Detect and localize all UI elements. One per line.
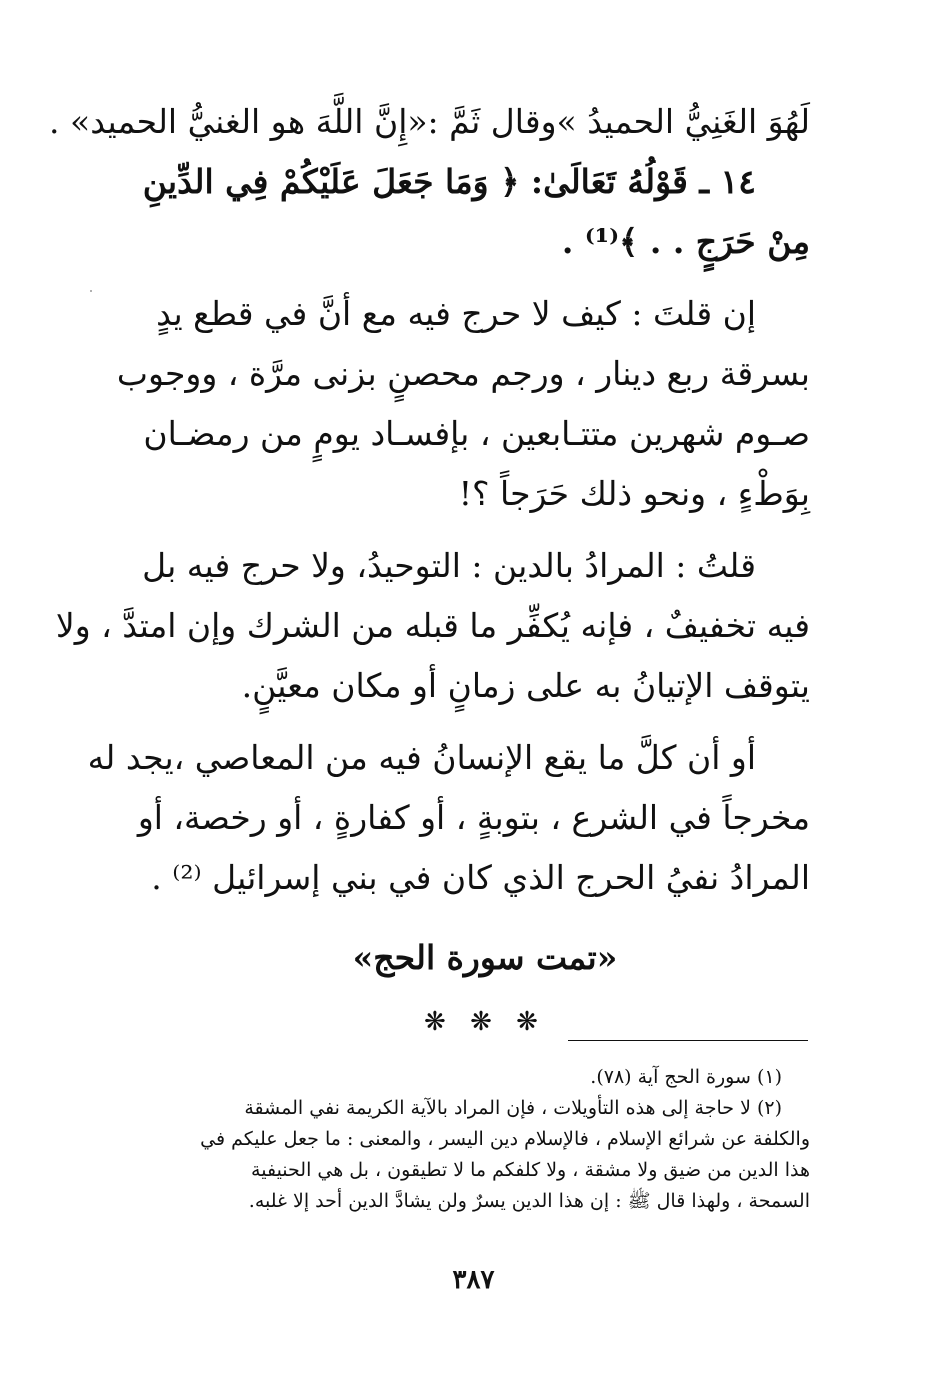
question-line-1: إن قلتَ : كيف لا حرج فيه مع أنَّ في قطع يدٍ [156, 294, 756, 333]
footnote-2-line-2: والكلفة عن شرائع الإسلام ، فالإسلام دين اليسر ، والمعنى : ما جعل عليكم في [200, 1128, 810, 1150]
alternative-line-1: أو أن كلَّ ما يقع الإنسانُ فيه من المعاصي ،يجد له [87, 738, 756, 777]
answer-line-2: فيه تخفيفٌ ، فإنه يُكفِّر ما قبله من الشرك وإن امتدَّ ، ولا [55, 606, 810, 645]
footnote-1: (١) سورة الحج آية (٧٨). [590, 1066, 782, 1088]
answer-line-1: قلتُ : المرادُ بالدين : التوحيدُ، ولا حرج فيه بل [142, 546, 756, 585]
paragraph-gap [160, 716, 810, 728]
answer-line-3: يتوقف الإتيانُ به على زمانٍ أو مكان معيَّنٍ. [241, 666, 810, 705]
paragraph-gap [160, 524, 810, 536]
question-line-2: بسرقة ربع دينار ، ورجم محصنٍ بزنى مرَّة ، ووجوب [116, 354, 810, 393]
question-line-4: بِوَطْءٍ ، ونحو ذلك حَرَجاً ؟! [458, 474, 810, 513]
intro-line: لَهُوَ الغَنِيُّ الحميدُ »وقال ثَمَّ :«إِنَّ اللَّهَ هو الغنيُّ الحميد» . [49, 102, 810, 141]
stars-divider: ❋ ❋ ❋ [424, 1007, 546, 1037]
main-text [49, 92, 810, 1042]
closing-heading: «تمت سورة الحج» [352, 938, 618, 977]
footnote-2-line-3: هذا الدين من ضيق ولا مشقة ، ولا كلفكم ما لا تطيقون ، بل هي الحنيفية [251, 1159, 810, 1181]
footnote-2-line-4: السمحة ، ولهذا قال ﷺ : إن هذا الدين يسرٌ ولن يشادَّ الدين أحد إلا غلبه. [248, 1190, 810, 1212]
question-line-3: صـوم شهرين متتـابعين ، بإفسـاد يومٍ من رمضـان [143, 414, 810, 453]
footnote-2-line-1: (٢) لا حاجة إلى هذه التأويلات ، فإن المراد بالآية الكريمة نفي المشقة [244, 1097, 782, 1119]
verse-heading-line-1: ١٤ ـ قَوْلُهُ تَعَالَىٰ: ﴿ وَمَا جَعَلَ عَلَيْكُمْ فِي الدِّينِ [142, 162, 756, 201]
alternative-line-2: مخرجاً في الشرع ، بتوبةٍ ، أو كفارةٍ ، أو رخصة، أو [137, 798, 810, 837]
footnote-rule [568, 1040, 808, 1041]
scan-speck [90, 290, 92, 292]
alternative-line-3: المرادُ نفيُ الحرج الذي كان في بني إسرائيل ⁽²⁾ . [151, 858, 810, 897]
verse-heading-line-2: مِنْ حَرَجٍ . . ﴾⁽¹⁾ . [561, 222, 810, 261]
paragraph-gap [160, 272, 810, 284]
footnotes [160, 1062, 810, 1217]
page-number: ٣٨٧ [452, 1265, 495, 1295]
